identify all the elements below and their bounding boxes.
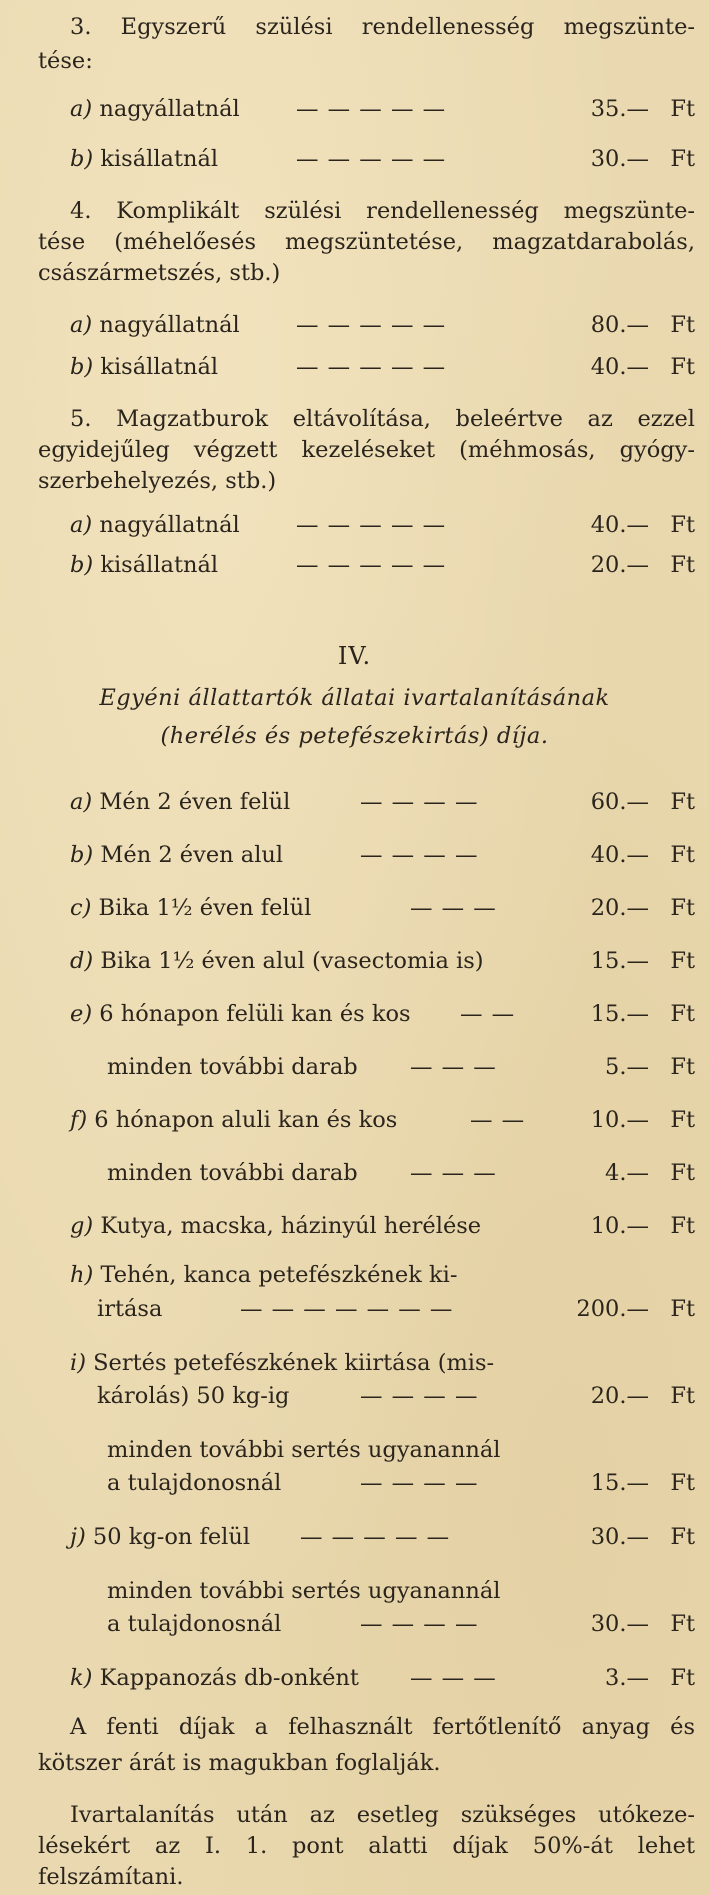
price: 20.—	[590, 552, 649, 578]
note-2-line-1: Ivartalanítás után az esetleg szükséges utókeze-	[70, 1802, 695, 1828]
fee-item	[0, 842, 709, 872]
item-text: károlás) 50 kg-ig	[97, 1383, 290, 1409]
note-1-line-1: A fenti díjak a felhasznált fertőtlenítő anyag és	[70, 1714, 695, 1740]
currency: Ft	[670, 1107, 695, 1133]
note-2-line-3: felszámítani.	[38, 1864, 184, 1890]
item-text: nagyállatnál	[99, 312, 240, 338]
item-text: nagyállatnál	[99, 96, 240, 122]
section-3-item-a	[0, 96, 709, 126]
fee-item	[0, 948, 709, 978]
item-text: 50 kg-on felül	[92, 1524, 251, 1550]
section-4-heading-line-3: császármetszés, stb.)	[38, 260, 281, 286]
dash-leader: — — — — —	[296, 96, 447, 122]
currency: Ft	[670, 1470, 695, 1496]
price: 40.—	[590, 512, 649, 538]
currency: Ft	[670, 1213, 695, 1239]
fee-item	[0, 895, 709, 925]
section-4-heading-line-1: 4. Komplikált szülési rendellenesség megszünte-	[70, 198, 695, 224]
currency: Ft	[670, 1001, 695, 1027]
item-text: kisállatnál	[100, 552, 219, 578]
item-text: Mén 2 éven felül	[99, 789, 291, 815]
fee-item	[0, 1107, 709, 1137]
section-5-heading-line-3: szerbehelyezés, stb.)	[38, 468, 277, 494]
item-label: b)	[70, 552, 94, 578]
price: 40.—	[590, 842, 649, 868]
currency: Ft	[670, 1524, 695, 1550]
item-label: b)	[70, 354, 94, 380]
note-2-line-2: lésekért az I. 1. pont alatti díjak 50%-át lehet	[38, 1833, 695, 1859]
currency: Ft	[670, 552, 695, 578]
section-5-item-a	[0, 512, 709, 542]
item-text: 6 hónapon felüli kan és kos	[99, 1001, 411, 1027]
currency: Ft	[670, 354, 695, 380]
item-label: e)	[70, 1001, 93, 1027]
dash-leader: — — — —	[360, 842, 479, 868]
fee-item-j-extra-line-2	[0, 1611, 709, 1641]
dash-leader: — —	[470, 1107, 526, 1133]
item-label: h)	[70, 1262, 94, 1288]
item-label: a)	[70, 96, 93, 122]
price: 30.—	[590, 146, 649, 172]
item-label: d)	[70, 948, 94, 974]
fee-item	[0, 789, 709, 819]
item-text: kisállatnál	[100, 354, 219, 380]
currency: Ft	[670, 1296, 695, 1322]
item-text: kisállatnál	[100, 146, 219, 172]
dash-leader: — — — —	[360, 1611, 479, 1637]
fee-item-k	[0, 1665, 709, 1695]
item-label: f)	[70, 1107, 88, 1133]
currency: Ft	[670, 512, 695, 538]
item-text: Bika 1½ éven alul (vasectomia is)	[100, 948, 484, 974]
item-label: c)	[70, 895, 92, 921]
item-text: a tulajdonosnál	[107, 1470, 282, 1496]
dash-leader: — — — — — — —	[240, 1296, 454, 1322]
currency: Ft	[670, 1611, 695, 1637]
section-4-heading-line-2: tése (méhelőesés megszüntetése, magzatdarabolás,	[38, 229, 695, 255]
dash-leader: — — — —	[360, 1383, 479, 1409]
section-subtitle-line-2: (herélés és petefészekirtás) díja.	[160, 723, 549, 749]
item-label: b)	[70, 146, 94, 172]
dash-leader: — — —	[410, 1160, 497, 1186]
item-label: b)	[70, 842, 94, 868]
currency: Ft	[670, 146, 695, 172]
price: 15.—	[590, 948, 649, 974]
currency: Ft	[670, 1665, 695, 1691]
item-text: 6 hónapon aluli kan és kos	[94, 1107, 398, 1133]
currency: Ft	[670, 1160, 695, 1186]
section-3-heading-line-1: 3. Egyszerű szülési rendellenesség megszünte-	[70, 14, 695, 40]
item-text: nagyállatnál	[99, 512, 240, 538]
price: 200.—	[576, 1296, 649, 1322]
dash-leader: — — — — —	[296, 354, 447, 380]
price: 15.—	[590, 1001, 649, 1027]
price: 4.—	[605, 1160, 649, 1186]
currency: Ft	[670, 895, 695, 921]
currency: Ft	[670, 96, 695, 122]
fee-item	[0, 1001, 709, 1031]
item-text: minden további darab	[107, 1160, 358, 1186]
dash-leader: — — — —	[360, 789, 479, 815]
item-label: a)	[70, 789, 93, 815]
item-label: a)	[70, 312, 93, 338]
section-3-item-b	[0, 146, 709, 176]
fee-item-i-extra-line-1	[0, 1437, 709, 1467]
dash-leader: — —	[460, 1001, 516, 1027]
price: 10.—	[590, 1213, 649, 1239]
fee-item-i-extra-line-2	[0, 1470, 709, 1500]
price: 3.—	[605, 1665, 649, 1691]
item-label: k)	[70, 1665, 93, 1691]
currency: Ft	[670, 948, 695, 974]
item-text: Tehén, kanca petefészkének ki-	[100, 1262, 458, 1288]
currency: Ft	[670, 1383, 695, 1409]
item-text: irtása	[97, 1296, 163, 1322]
fee-item-h-line-1	[0, 1262, 709, 1292]
fee-item-i-line-2	[0, 1383, 709, 1413]
fee-item	[0, 1160, 709, 1190]
dash-leader: — — — — —	[296, 312, 447, 338]
item-text: Kutya, macska, házinyúl herélése	[100, 1213, 482, 1239]
fee-item-j	[0, 1524, 709, 1554]
price: 30.—	[590, 1524, 649, 1550]
price: 20.—	[590, 1383, 649, 1409]
price: 35.—	[590, 96, 649, 122]
section-3-heading-line-2: tése:	[38, 48, 93, 74]
item-text: minden további darab	[107, 1054, 358, 1080]
section-subtitle-line-1: Egyéni állattartók állatai ivartalanításának	[99, 685, 610, 711]
fee-item-h-line-2	[0, 1296, 709, 1326]
section-roman-numeral: IV.	[337, 642, 372, 670]
section-4-item-b	[0, 354, 709, 384]
dash-leader: — — —	[410, 1054, 497, 1080]
price: 30.—	[590, 1611, 649, 1637]
item-text: Sertés petefészkének kiirtása (mis-	[93, 1350, 495, 1376]
dash-leader: — — — —	[360, 1470, 479, 1496]
section-5-heading-line-1: 5. Magzatburok eltávolítása, beleértve az ezzel	[70, 406, 695, 432]
price: 15.—	[590, 1470, 649, 1496]
item-label: a)	[70, 512, 93, 538]
price: 60.—	[590, 789, 649, 815]
currency: Ft	[670, 842, 695, 868]
section-5-item-b	[0, 552, 709, 582]
dash-leader: — — — — —	[300, 1524, 451, 1550]
price: 5.—	[605, 1054, 649, 1080]
section-4-item-a	[0, 312, 709, 342]
fee-item	[0, 1213, 709, 1243]
price: 10.—	[590, 1107, 649, 1133]
currency: Ft	[670, 312, 695, 338]
note-1-line-2: kötszer árát is magukban foglalják.	[38, 1750, 441, 1776]
item-label: j)	[70, 1524, 86, 1550]
item-text: minden további sertés ugyanannál	[107, 1437, 501, 1463]
item-text: Kappanozás db-onként	[99, 1665, 359, 1691]
currency: Ft	[670, 1054, 695, 1080]
price: 40.—	[590, 354, 649, 380]
item-text: a tulajdonosnál	[107, 1611, 282, 1637]
item-label: i)	[70, 1350, 86, 1376]
price: 80.—	[590, 312, 649, 338]
price: 20.—	[590, 895, 649, 921]
section-5-heading-line-2: egyidejűleg végzett kezeléseket (méhmosás, gyógy-	[38, 437, 695, 463]
dash-leader: — — — — —	[296, 146, 447, 172]
item-text: minden további sertés ugyanannál	[107, 1578, 501, 1604]
fee-item-j-extra-line-1	[0, 1578, 709, 1608]
dash-leader: — — —	[410, 1665, 497, 1691]
dash-leader: — — —	[410, 895, 497, 921]
item-text: Mén 2 éven alul	[100, 842, 284, 868]
item-label: g)	[70, 1213, 94, 1239]
currency: Ft	[670, 789, 695, 815]
item-text: Bika 1½ éven felül	[98, 895, 312, 921]
fee-item	[0, 1054, 709, 1084]
fee-item-i-line-1	[0, 1350, 709, 1380]
dash-leader: — — — — —	[296, 512, 447, 538]
dash-leader: — — — — —	[296, 552, 447, 578]
